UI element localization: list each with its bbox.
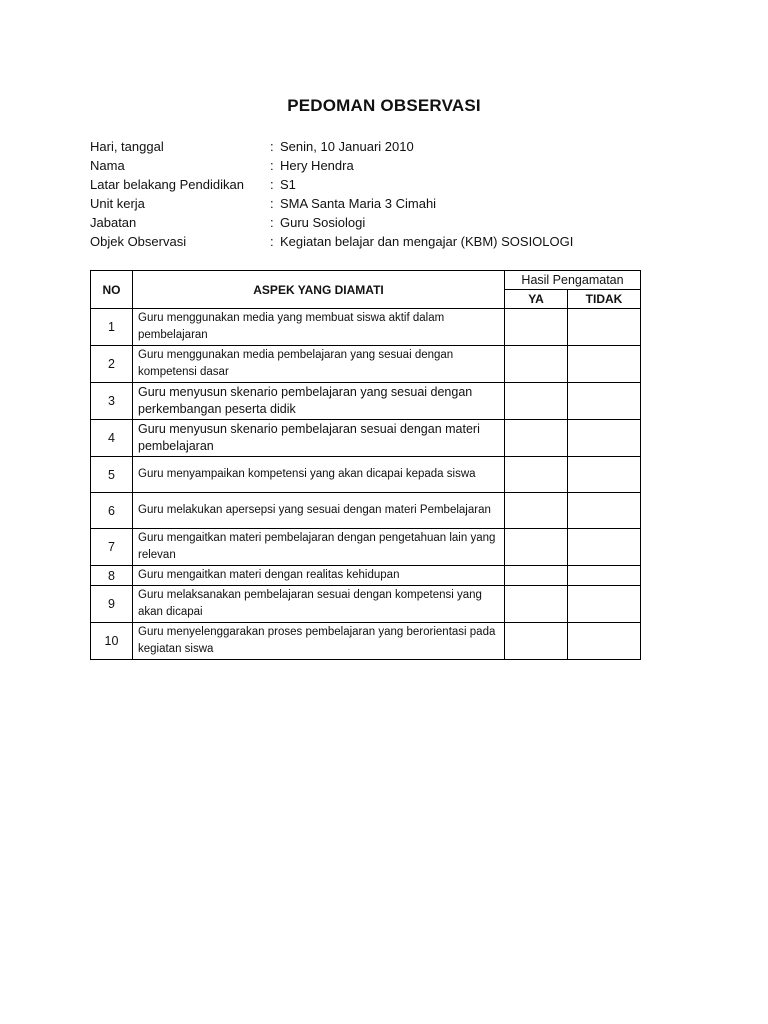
row-aspek: Guru menyampaikan kompetensi yang akan dicapai kepada siswa <box>133 457 505 493</box>
info-label: Nama <box>90 158 125 173</box>
row-aspek: Guru menyusun skenario pembelajaran sesuai dengan materi pembelajaran <box>133 420 505 457</box>
info-row-education <box>90 175 573 194</box>
info-label: Jabatan <box>90 215 137 230</box>
info-separator: : <box>270 177 274 192</box>
info-row-name <box>90 156 573 175</box>
header-ya: YA <box>505 290 568 309</box>
observation-table <box>90 270 641 660</box>
tidak-cell[interactable] <box>568 309 641 346</box>
ya-cell[interactable] <box>505 529 568 566</box>
header-tidak: TIDAK <box>568 290 641 309</box>
ya-cell[interactable] <box>505 346 568 383</box>
tidak-cell[interactable] <box>568 457 641 493</box>
tidak-cell[interactable] <box>568 529 641 566</box>
table-row <box>91 346 641 383</box>
tidak-cell[interactable] <box>568 420 641 457</box>
row-aspek: Guru menyusun skenario pembelajaran yang sesuai dengan perkembangan peserta didik <box>133 383 505 420</box>
table-row <box>91 566 641 586</box>
row-number: 8 <box>91 566 133 586</box>
info-label: Latar belakang Pendidikan <box>90 177 244 192</box>
row-number: 3 <box>91 383 133 420</box>
info-separator: : <box>270 215 274 230</box>
tidak-cell[interactable] <box>568 566 641 586</box>
info-value: Guru Sosiologi <box>280 215 366 230</box>
row-number: 10 <box>91 623 133 660</box>
header-aspek: ASPEK YANG DIAMATI <box>133 271 505 309</box>
row-number: 1 <box>91 309 133 346</box>
table-row <box>91 457 641 493</box>
row-number: 6 <box>91 493 133 529</box>
info-label: Objek Observasi <box>90 234 187 249</box>
ya-cell[interactable] <box>505 309 568 346</box>
info-value: Hery Hendra <box>280 158 354 173</box>
row-aspek: Guru mengaitkan materi dengan realitas kehidupan <box>133 566 505 586</box>
info-row-workplace <box>90 194 573 213</box>
info-value: Senin, 10 Januari 2010 <box>280 139 414 154</box>
ya-cell[interactable] <box>505 420 568 457</box>
info-label: Hari, tanggal <box>90 139 164 154</box>
info-separator: : <box>270 234 274 249</box>
row-aspek: Guru melaksanakan pembelajaran sesuai dengan kompetensi yang akan dicapai <box>133 586 505 623</box>
tidak-cell[interactable] <box>568 586 641 623</box>
table-row <box>91 586 641 623</box>
row-aspek: Guru menyelenggarakan proses pembelajaran yang berorientasi pada kegiatan siswa <box>133 623 505 660</box>
row-number: 4 <box>91 420 133 457</box>
table-row <box>91 493 641 529</box>
info-value: Kegiatan belajar dan mengajar (KBM) SOSIOLOGI <box>280 234 574 249</box>
row-number: 5 <box>91 457 133 493</box>
info-separator: : <box>270 196 274 211</box>
table-row <box>91 623 641 660</box>
ya-cell[interactable] <box>505 586 568 623</box>
row-number: 2 <box>91 346 133 383</box>
info-row-object <box>90 232 573 251</box>
header-no: NO <box>91 271 133 309</box>
tidak-cell[interactable] <box>568 493 641 529</box>
info-row-date <box>90 137 573 156</box>
ya-cell[interactable] <box>505 566 568 586</box>
row-number: 7 <box>91 529 133 566</box>
ya-cell[interactable] <box>505 457 568 493</box>
row-aspek: Guru mengaitkan materi pembelajaran dengan pengetahuan lain yang relevan <box>133 529 505 566</box>
tidak-cell[interactable] <box>568 383 641 420</box>
table-row <box>91 383 641 420</box>
row-aspek: Guru menggunakan media yang membuat siswa aktif dalam pembelajaran <box>133 309 505 346</box>
row-number: 9 <box>91 586 133 623</box>
info-value: S1 <box>280 177 296 192</box>
header-hasil-pengamatan: Hasil Pengamatan <box>505 271 641 290</box>
info-section <box>90 137 573 251</box>
info-separator: : <box>270 139 274 154</box>
row-aspek: Guru melakukan apersepsi yang sesuai dengan materi Pembelajaran <box>133 493 505 529</box>
info-value: SMA Santa Maria 3 Cimahi <box>280 196 437 211</box>
ya-cell[interactable] <box>505 383 568 420</box>
table-row <box>91 309 641 346</box>
row-aspek: Guru menggunakan media pembelajaran yang sesuai dengan kompetensi dasar <box>133 346 505 383</box>
ya-cell[interactable] <box>505 493 568 529</box>
document-title: PEDOMAN OBSERVASI <box>287 96 481 115</box>
info-separator: : <box>270 158 274 173</box>
table-row <box>91 420 641 457</box>
info-row-position <box>90 213 573 232</box>
ya-cell[interactable] <box>505 623 568 660</box>
info-label: Unit kerja <box>90 196 145 211</box>
tidak-cell[interactable] <box>568 346 641 383</box>
tidak-cell[interactable] <box>568 623 641 660</box>
table-row <box>91 529 641 566</box>
